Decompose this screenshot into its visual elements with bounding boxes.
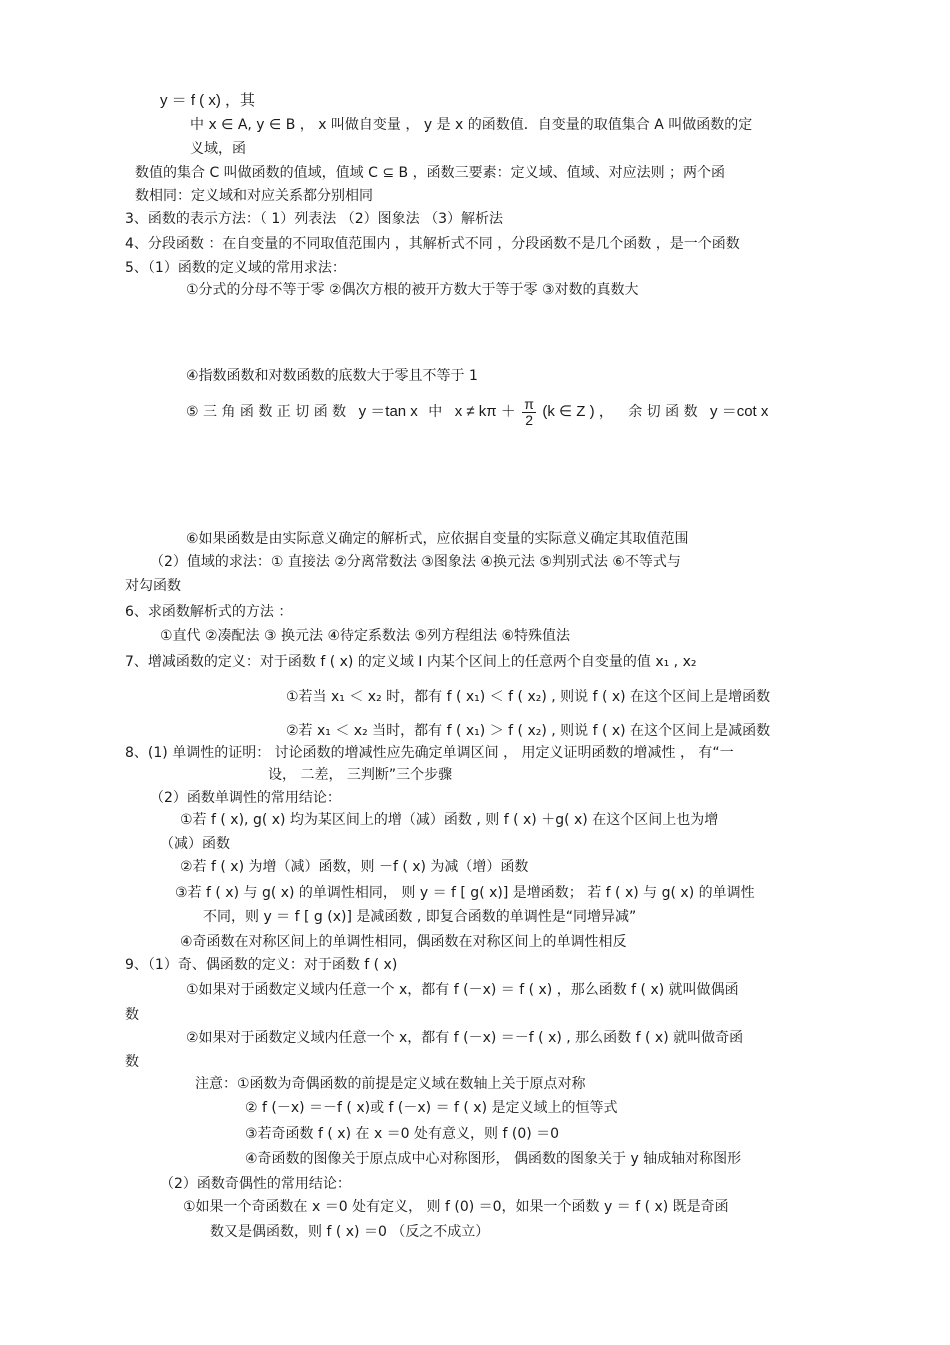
- text-line: 设， 二差， 三判断”三个步骤: [268, 767, 453, 783]
- text-line: 不同，则 y ＝ f [ g (x)] 是减函数 , 即复合函数的单调性是“同增异减”: [203, 909, 637, 925]
- cot-lead: 余 切 函 数: [628, 404, 698, 420]
- text-line: ①分式的分母不等于零 ②偶次方根的被开方数大于等于零 ③对数的真数大: [186, 282, 639, 298]
- text-line: 中 x ∈ A, y ∈ B ， x 叫做自变量 ， y 是 x 的函数值．自变量的取值集合 A 叫做函数的定: [190, 117, 753, 133]
- text-line: 6、求函数解析式的方法 ：: [125, 604, 293, 620]
- text-line: 义域，函: [190, 141, 246, 157]
- text-line: ②若 f ( x) 为增（减）函数，则 －f ( x) 为减（增）函数: [180, 859, 529, 875]
- text-line: 3、函数的表示方法：（ 1）列表法 （2）图象法 （3）解析法: [125, 211, 503, 227]
- text-line: （2）函数奇偶性的常用结论：: [160, 1176, 351, 1192]
- text-line: ④奇函数的图像关于原点成中心对称图形， 偶函数的图象关于 y 轴成轴对称图形: [245, 1151, 742, 1167]
- text-line: 数又是偶函数，则 f ( x) ＝0 （反之不成立）: [210, 1224, 490, 1240]
- text-line: 7、增减函数的定义：对于函数 f ( x) 的定义域 I 内某个区间上的任意两个自变量的值 x₁ , x₂: [125, 654, 697, 670]
- text-line: ①若 f ( x), g( x) 均为某区间上的增（减）函数 , 则 f ( x) ＋g( x) 在这个区间上也为增: [180, 812, 719, 828]
- text-line: ①若当 x₁ ＜ x₂ 时，都有 f ( x₁) ＜ f ( x₂) , 则说 f ( x) 在这个区间上是增函数: [286, 689, 771, 705]
- pi-over-2-fraction: [522, 397, 536, 428]
- text-line: ①直代 ②凑配法 ③ 换元法 ④待定系数法 ⑤列方程组法 ⑥特殊值法: [160, 628, 571, 644]
- text-line: 5、（1）函数的定义域的常用求法：: [125, 260, 346, 276]
- text-line: （2）值域的求法：① 直接法 ②分离常数法 ③图象法 ④换元法 ⑤判别式法 ⑥不等式与: [150, 554, 681, 570]
- tan-domain: (k ∈ Z ) ，: [542, 403, 614, 420]
- text-line: ② f (－x) ＝－f ( x)或 f (－x) ＝ f ( x) 是定义域上的恒等式: [245, 1100, 618, 1116]
- tan-cot-line: [186, 395, 768, 429]
- text-line: ④指数函数和对数函数的底数大于零且不等于 1: [186, 368, 478, 384]
- text-line: 对勾函数: [125, 578, 181, 594]
- text-line: 9、（1）奇、偶函数的定义：对于函数 f ( x): [125, 957, 398, 973]
- text-line: ②若 x₁ ＜ x₂ 当时，都有 f ( x₁) ＞ f ( x₂) , 则说 f ( x) 在这个区间上是减函数: [286, 723, 771, 739]
- tan-mid: 中: [428, 404, 443, 420]
- tan-func: y ＝tan x: [358, 403, 418, 420]
- cot-func: y ＝cot x: [710, 403, 769, 420]
- text-line: y ＝ f ( x) ，其: [160, 92, 255, 109]
- text-line: （2）函数单调性的常用结论：: [150, 790, 341, 806]
- text-line: 数: [125, 1007, 139, 1023]
- tan-cond: x ≠ kπ ＋: [454, 403, 516, 420]
- text-line: ③若奇函数 f ( x) 在 x ＝0 处有意义，则 f (0) ＝0: [245, 1126, 560, 1142]
- text-line: 4、分段函数 ：在自变量的不同取值范围内 ，其解析式不同 ，分段函数不是几个函数 ，是一个函数: [125, 236, 740, 252]
- tan-lead: ⑤ 三 角 函 数 正 切 函 数: [186, 404, 347, 420]
- text-line: ③若 f ( x) 与 g( x) 的单调性相同， 则 y ＝ f [ g( x)] 是增函数； 若 f ( x) 与 g( x) 的单调性: [175, 885, 755, 901]
- text-line: ④奇函数在对称区间上的单调性相同，偶函数在对称区间上的单调性相反: [180, 934, 627, 950]
- text-line: 数值的集合 C 叫做函数的值域，值域 C ⊆ B ，函数三要素：定义域、值域、对应法则 ；两个函: [135, 165, 726, 181]
- text-line: ②如果对于函数定义域内任意一个 x，都有 f (－x) ＝－f ( x) , 那么函数 f ( x) 就叫做奇函: [186, 1030, 744, 1046]
- text-line: 注意：①函数为奇偶函数的前提是定义域在数轴上关于原点对称: [195, 1076, 586, 1092]
- text-line: ①如果对于函数定义域内任意一个 x，都有 f (－x) ＝ f ( x) ，那么函数 f ( x) 就叫做偶函: [186, 982, 739, 998]
- text-line: （减）函数: [160, 836, 230, 852]
- fraction-denominator: 2: [525, 411, 533, 428]
- text-line: 8、(1) 单调性的证明： 讨论函数的增减性应先确定单调区间 ， 用定义证明函数的增减性 ， 有“一: [125, 745, 734, 761]
- text-line: ①如果一个奇函数在 x ＝0 处有定义， 则 f (0) ＝0，如果一个函数 y ＝ f ( x) 既是奇函: [183, 1199, 729, 1215]
- text-line: ⑥如果函数是由实际意义确定的解析式，应依据自变量的实际意义确定其取值范围: [186, 531, 689, 547]
- text-line: 数相同：定义域和对应关系都分别相同: [135, 188, 373, 204]
- fraction-numerator: π: [524, 395, 534, 412]
- text-line: 数: [125, 1054, 139, 1070]
